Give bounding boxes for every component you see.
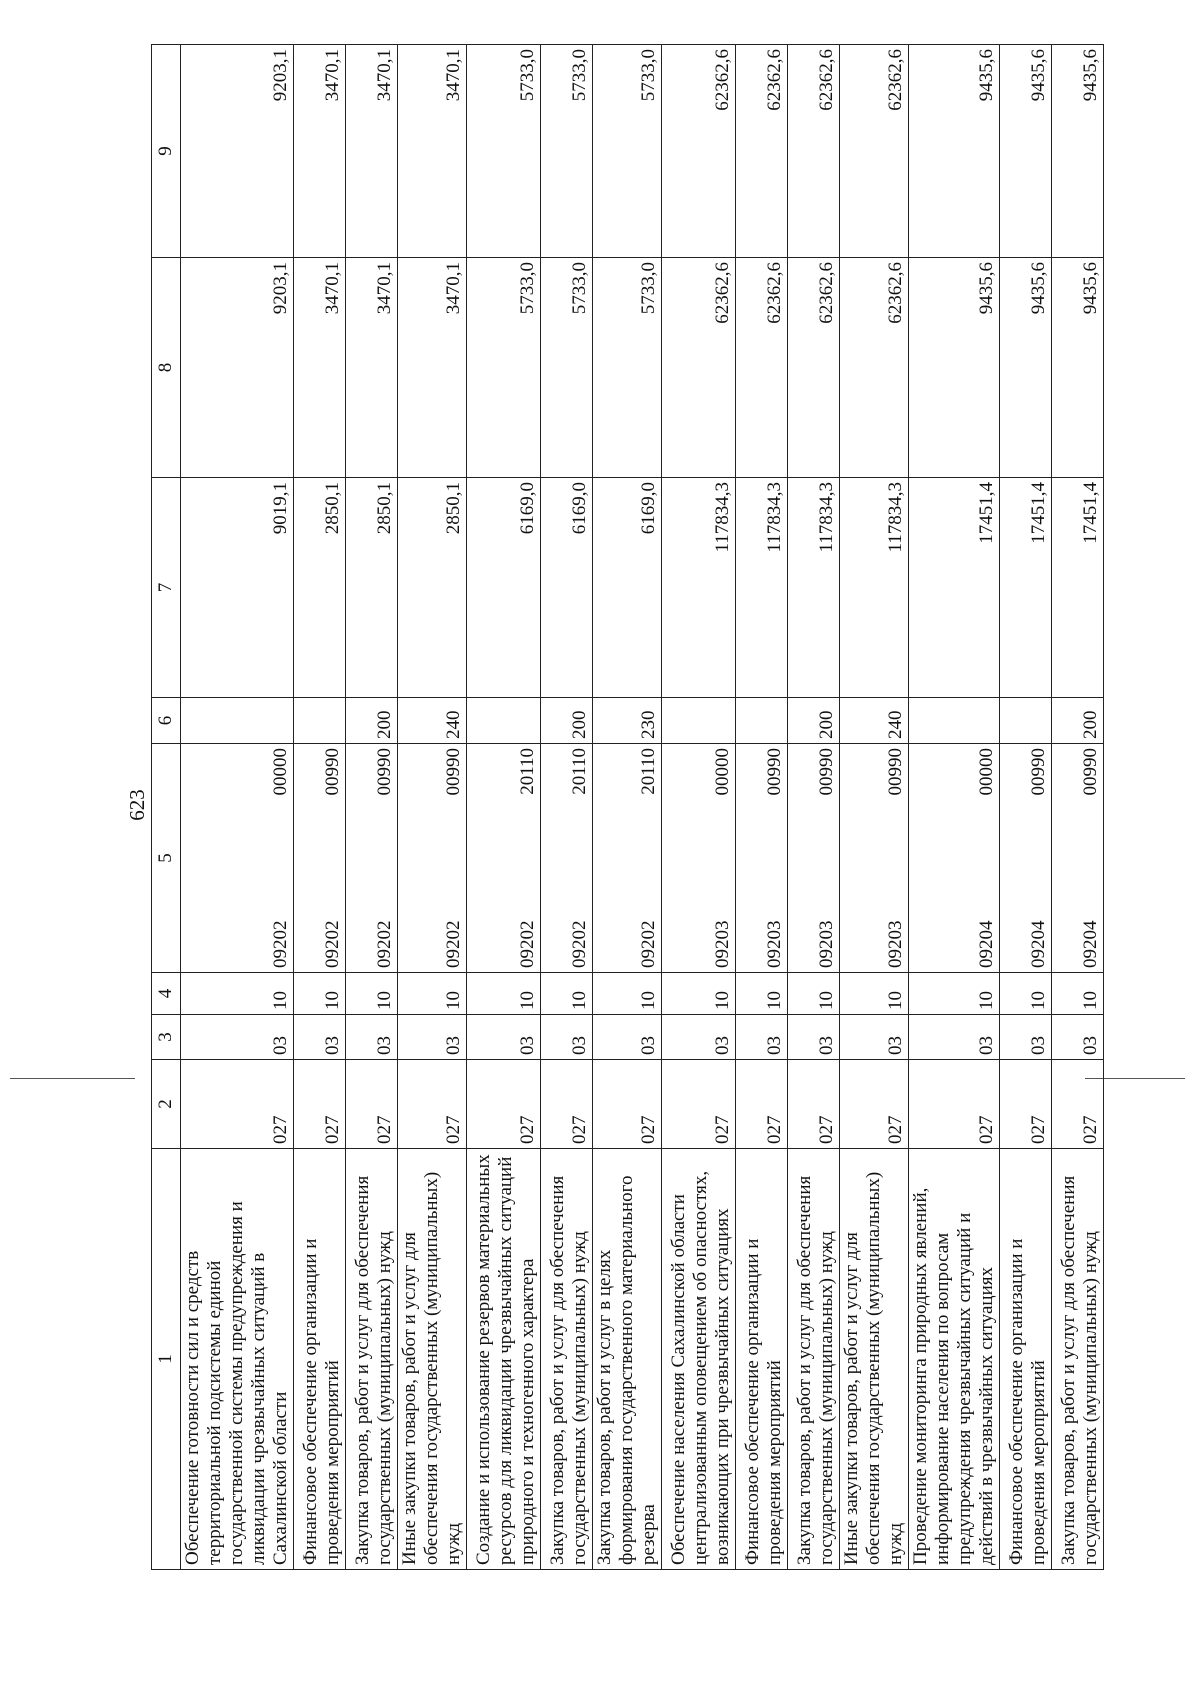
- target-article-cell: [467, 744, 541, 973]
- target-article-part2: 00990: [885, 748, 906, 796]
- section-code-cell: 03: [294, 1015, 346, 1060]
- expense-type-cell: 240: [398, 698, 467, 744]
- table-row: [840, 45, 909, 1570]
- amount-cell: 3470,1: [346, 258, 398, 478]
- target-article-code: [712, 748, 734, 968]
- amount-cell: 17451,4: [1052, 478, 1104, 698]
- amount-cell: 5733,0: [541, 45, 593, 258]
- target-article-cell: [398, 744, 467, 973]
- amount-cell: 9435,6: [909, 45, 1000, 258]
- amount-cell: 3470,1: [346, 45, 398, 258]
- target-article-cell: [181, 744, 294, 973]
- amount-cell: 6169,0: [541, 478, 593, 698]
- ministry-code-cell: 027: [1000, 1060, 1052, 1149]
- target-article-cell: [736, 744, 788, 973]
- row-name-cell: Закупка товаров, работ и услуг для обеспечения государственных (муниципальных) нужд: [346, 1149, 398, 1570]
- target-article-part2: 00000: [270, 748, 291, 796]
- amount-cell: 62362,6: [662, 258, 736, 478]
- subsection-code-cell: 10: [541, 973, 593, 1015]
- expense-type-cell: [909, 698, 1000, 744]
- amount-cell: 9203,1: [181, 45, 294, 258]
- subsection-code-cell: 10: [294, 973, 346, 1015]
- target-article-cell: [346, 744, 398, 973]
- amount-cell: 9203,1: [181, 258, 294, 478]
- amount-cell: 9435,6: [1000, 45, 1052, 258]
- amount-cell: 62362,6: [788, 45, 840, 258]
- amount-cell: 17451,4: [1000, 478, 1052, 698]
- section-code-cell: 03: [788, 1015, 840, 1060]
- target-article-part1: 09202: [443, 920, 464, 968]
- ministry-code-cell: 027: [181, 1060, 294, 1149]
- section-code-cell: 03: [181, 1015, 294, 1060]
- target-article-part2: 00990: [443, 748, 464, 796]
- target-article-part2: 20110: [517, 748, 538, 795]
- amount-cell: 62362,6: [840, 258, 909, 478]
- target-article-part1: 09204: [976, 920, 997, 968]
- section-code-cell: 03: [1000, 1015, 1052, 1060]
- amount-cell: 5733,0: [467, 258, 541, 478]
- amount-cell: 3470,1: [294, 258, 346, 478]
- target-article-part2: 00990: [322, 748, 343, 796]
- target-article-cell: [294, 744, 346, 973]
- target-article-code: [270, 748, 292, 968]
- expense-type-cell: 240: [840, 698, 909, 744]
- row-name-cell: Финансовое обеспечение организации и проведения мероприятий: [736, 1149, 788, 1570]
- target-article-part1: 09202: [270, 920, 291, 968]
- target-article-code: [764, 748, 786, 968]
- amount-cell: 3470,1: [398, 45, 467, 258]
- amount-cell: 5733,0: [467, 45, 541, 258]
- target-article-cell: [593, 744, 662, 973]
- target-article-part1: 09203: [764, 920, 785, 968]
- subsection-code-cell: 10: [736, 973, 788, 1015]
- section-code-cell: 03: [467, 1015, 541, 1060]
- target-article-code: [322, 748, 344, 968]
- row-name-cell: Проведение мониторинга природных явлений, информирование населения по вопросам предупреждения чрезвычайных ситуаций и действий в чрезвычайных ситуациях: [909, 1149, 1000, 1570]
- amount-cell: 17451,4: [909, 478, 1000, 698]
- header-cell: 8: [152, 258, 181, 478]
- section-code-cell: 03: [909, 1015, 1000, 1060]
- target-article-part2: 20110: [638, 748, 659, 795]
- ministry-code-cell: 027: [840, 1060, 909, 1149]
- header-cell: 9: [152, 45, 181, 258]
- amount-cell: 2850,1: [346, 478, 398, 698]
- table-row: [398, 45, 467, 1570]
- target-article-part2: 20110: [569, 748, 590, 795]
- section-code-cell: 03: [736, 1015, 788, 1060]
- scan-line-left: [10, 1078, 135, 1079]
- target-article-part2: 00990: [816, 748, 837, 796]
- expense-type-cell: 230: [593, 698, 662, 744]
- amount-cell: 62362,6: [840, 45, 909, 258]
- table-row: [1052, 45, 1104, 1570]
- expense-type-cell: [1000, 698, 1052, 744]
- amount-cell: 5733,0: [593, 45, 662, 258]
- expense-type-cell: 200: [788, 698, 840, 744]
- target-article-part2: 00990: [374, 748, 395, 796]
- row-name-cell: Обеспечение населения Сахалинской области централизованным оповещением об опасностях, возникающих при чрезвычайных ситуациях: [662, 1149, 736, 1570]
- target-article-part2: 00000: [712, 748, 733, 796]
- ministry-code-cell: 027: [346, 1060, 398, 1149]
- target-article-part1: 09203: [816, 920, 837, 968]
- subsection-code-cell: 10: [181, 973, 294, 1015]
- target-article-part1: 09203: [885, 920, 906, 968]
- amount-cell: 117834,3: [788, 478, 840, 698]
- row-name-cell: Закупка товаров, работ и услуг для обеспечения государственных (муниципальных) нужд: [541, 1149, 593, 1570]
- target-article-cell: [909, 744, 1000, 973]
- table-row: [909, 45, 1000, 1570]
- amount-cell: 9019,1: [181, 478, 294, 698]
- target-article-code: [517, 748, 539, 968]
- subsection-code-cell: 10: [840, 973, 909, 1015]
- ministry-code-cell: 027: [593, 1060, 662, 1149]
- row-name-cell: Финансовое обеспечение организации и проведения мероприятий: [1000, 1149, 1052, 1570]
- amount-cell: 5733,0: [541, 258, 593, 478]
- section-code-cell: 03: [541, 1015, 593, 1060]
- amount-cell: 9435,6: [1052, 45, 1104, 258]
- target-article-cell: [788, 744, 840, 973]
- header-cell: 2: [152, 1060, 181, 1149]
- target-article-code: [976, 748, 998, 968]
- table-row: [662, 45, 736, 1570]
- table-row: [181, 45, 294, 1570]
- ministry-code-cell: 027: [736, 1060, 788, 1149]
- target-article-part1: 09202: [569, 920, 590, 968]
- subsection-code-cell: 10: [662, 973, 736, 1015]
- rotated-page-container: [125, 45, 1101, 1570]
- section-code-cell: 03: [346, 1015, 398, 1060]
- amount-cell: 9435,6: [1052, 258, 1104, 478]
- table-body: [181, 45, 1104, 1570]
- ministry-code-cell: 027: [662, 1060, 736, 1149]
- target-article-part1: 09204: [1080, 920, 1101, 968]
- row-name-cell: Иные закупки товаров, работ и услуг для обеспечения государственных (муниципальных) нужд: [398, 1149, 467, 1570]
- amount-cell: 2850,1: [294, 478, 346, 698]
- header-cell: 1: [152, 1149, 181, 1570]
- row-name-cell: Финансовое обеспечение организации и проведения мероприятий: [294, 1149, 346, 1570]
- subsection-code-cell: 10: [467, 973, 541, 1015]
- target-article-cell: [662, 744, 736, 973]
- expense-type-cell: 200: [541, 698, 593, 744]
- row-name-cell: Закупка товаров, работ и услуг для обеспечения государственных (муниципальных) нужд: [788, 1149, 840, 1570]
- amount-cell: 62362,6: [736, 258, 788, 478]
- subsection-code-cell: 10: [593, 973, 662, 1015]
- amount-cell: 5733,0: [593, 258, 662, 478]
- header-cell: 5: [152, 744, 181, 973]
- target-article-code: [885, 748, 907, 968]
- target-article-part1: 09202: [322, 920, 343, 968]
- target-article-part1: 09202: [374, 920, 395, 968]
- amount-cell: 62362,6: [788, 258, 840, 478]
- amount-cell: 9435,6: [1000, 258, 1052, 478]
- subsection-code-cell: 10: [788, 973, 840, 1015]
- amount-cell: 117834,3: [662, 478, 736, 698]
- target-article-part2: 00990: [1028, 748, 1049, 796]
- table-row: [593, 45, 662, 1570]
- ministry-code-cell: 027: [294, 1060, 346, 1149]
- table-row: [467, 45, 541, 1570]
- ministry-code-cell: 027: [788, 1060, 840, 1149]
- amount-cell: 62362,6: [662, 45, 736, 258]
- row-name-cell: Создание и использование резервов материальных ресурсов для ликвидации чрезвычайных ситуаций природного и техногенного характера: [467, 1149, 541, 1570]
- target-article-part1: 09204: [1028, 920, 1049, 968]
- target-article-code: [816, 748, 838, 968]
- row-name-cell: Закупка товаров, работ и услуг в целях формирования государственного материального резерва: [593, 1149, 662, 1570]
- ministry-code-cell: 027: [398, 1060, 467, 1149]
- amount-cell: 117834,3: [840, 478, 909, 698]
- expense-type-cell: [736, 698, 788, 744]
- amount-cell: 117834,3: [736, 478, 788, 698]
- subsection-code-cell: 10: [346, 973, 398, 1015]
- budget-table: [151, 44, 1104, 1570]
- header-cell: 7: [152, 478, 181, 698]
- target-article-code: [1028, 748, 1050, 968]
- amount-cell: 3470,1: [398, 258, 467, 478]
- table-row: [788, 45, 840, 1570]
- section-code-cell: 03: [398, 1015, 467, 1060]
- subsection-code-cell: 10: [909, 973, 1000, 1015]
- amount-cell: 9435,6: [909, 258, 1000, 478]
- section-code-cell: 03: [840, 1015, 909, 1060]
- table-row: [346, 45, 398, 1570]
- amount-cell: 6169,0: [593, 478, 662, 698]
- target-article-part2: 00000: [976, 748, 997, 796]
- target-article-part2: 00990: [764, 748, 785, 796]
- ministry-code-cell: 027: [467, 1060, 541, 1149]
- target-article-part1: 09202: [517, 920, 538, 968]
- header-cell: 6: [152, 698, 181, 744]
- ministry-code-cell: 027: [541, 1060, 593, 1149]
- target-article-cell: [541, 744, 593, 973]
- table-row: [294, 45, 346, 1570]
- page-number: 623: [125, 789, 149, 821]
- subsection-code-cell: 10: [1052, 973, 1104, 1015]
- target-article-code: [569, 748, 591, 968]
- target-article-part2: 00990: [1080, 748, 1101, 796]
- amount-cell: 3470,1: [294, 45, 346, 258]
- header-cell: 3: [152, 1015, 181, 1060]
- target-article-part1: 09203: [712, 920, 733, 968]
- subsection-code-cell: 10: [1000, 973, 1052, 1015]
- amount-cell: 62362,6: [736, 45, 788, 258]
- target-article-code: [1080, 748, 1102, 968]
- ministry-code-cell: 027: [909, 1060, 1000, 1149]
- target-article-cell: [1052, 744, 1104, 973]
- target-article-cell: [1000, 744, 1052, 973]
- row-name-cell: Закупка товаров, работ и услуг для обеспечения государственных (муниципальных) нужд: [1052, 1149, 1104, 1570]
- target-article-code: [638, 748, 660, 968]
- section-code-cell: 03: [593, 1015, 662, 1060]
- target-article-cell: [840, 744, 909, 973]
- expense-type-cell: [467, 698, 541, 744]
- rotated-page: [125, 45, 1101, 1570]
- expense-type-cell: [181, 698, 294, 744]
- row-name-cell: Иные закупки товаров, работ и услуг для обеспечения государственных (муниципальных) нужд: [840, 1149, 909, 1570]
- expense-type-cell: 200: [1052, 698, 1104, 744]
- expense-type-cell: 200: [346, 698, 398, 744]
- amount-cell: 6169,0: [467, 478, 541, 698]
- ministry-code-cell: 027: [1052, 1060, 1104, 1149]
- row-name-cell: Обеспечение готовности сил и средств территориальной подсистемы единой государственной системы предупреждения и ликвидации чрезвычайных ситуаций в Сахалинской области: [181, 1149, 294, 1570]
- header-row: [152, 45, 181, 1570]
- section-code-cell: 03: [662, 1015, 736, 1060]
- header-cell: 4: [152, 973, 181, 1015]
- target-article-part1: 09202: [638, 920, 659, 968]
- table-row: [541, 45, 593, 1570]
- table-row: [736, 45, 788, 1570]
- table-row: [1000, 45, 1052, 1570]
- target-article-code: [443, 748, 465, 968]
- expense-type-cell: [662, 698, 736, 744]
- section-code-cell: 03: [1052, 1015, 1104, 1060]
- amount-cell: 2850,1: [398, 478, 467, 698]
- expense-type-cell: [294, 698, 346, 744]
- target-article-code: [374, 748, 396, 968]
- subsection-code-cell: 10: [398, 973, 467, 1015]
